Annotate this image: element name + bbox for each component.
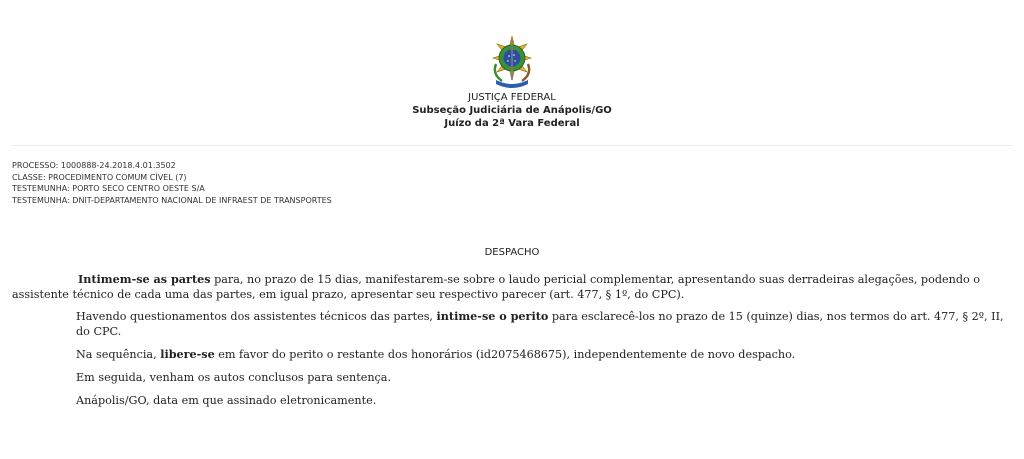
paragraph-3-pre: Na sequência, xyxy=(76,348,161,361)
paragraph-5: Anápolis/GO, data em que assinado eletronicamente. xyxy=(76,394,377,407)
header-divider xyxy=(12,145,1012,146)
paragraph-2-post: para esclarecê-los no prazo de 15 (quinze) dias, nos termos do art. 477, § 2º, II, do CPC. xyxy=(76,310,1004,338)
classe-label: CLASSE: xyxy=(12,172,46,182)
processo-value: 1000888-24.2018.4.01.3502 xyxy=(58,161,176,170)
case-metadata xyxy=(12,160,332,206)
testemunha-value: PORTO SECO CENTRO OESTE S/A xyxy=(69,184,205,193)
paragraph-3 xyxy=(12,347,1012,362)
classe-value: PROCEDIMENTO COMUM CÍVEL (7) xyxy=(45,172,187,182)
brazil-coat-of-arms-icon xyxy=(486,34,538,90)
court-name: JUSTIÇA FEDERAL xyxy=(468,92,556,103)
document-title: DESPACHO xyxy=(484,247,540,258)
paragraph-1-bold: Intimem-se as partes xyxy=(78,272,211,286)
paragraph-2-pre: Havendo questionamentos dos assistentes técnicos das partes, xyxy=(76,310,437,323)
paragraph-1 xyxy=(12,272,1012,302)
testemunha-value: DNIT-DEPARTAMENTO NACIONAL DE INFRAEST DE TRANSPORTES xyxy=(69,195,332,205)
paragraph-3-post: em favor do perito o restante dos honorários (id2075468675), independentemente de novo despacho. xyxy=(214,348,796,361)
processo-label: PROCESSO: xyxy=(12,161,59,170)
court-division: Juízo da 2ª Vara Federal xyxy=(444,118,580,129)
testemunha-row-2 xyxy=(12,195,332,207)
processo-row xyxy=(12,160,332,172)
paragraph-3-bold: libere-se xyxy=(160,347,215,361)
paragraph-4: Em seguida, venham os autos conclusos para sentença. xyxy=(76,371,392,384)
testemunha-label: TESTEMUNHA: xyxy=(12,195,70,205)
testemunha-label: TESTEMUNHA: xyxy=(12,184,70,193)
classe-row xyxy=(12,172,332,184)
paragraph-2 xyxy=(12,309,1012,339)
judiciary-section: Subseção Judiciária de Anápolis/GO xyxy=(412,105,612,116)
document-header xyxy=(0,34,1024,130)
testemunha-row-1 xyxy=(12,183,332,195)
document-body xyxy=(12,272,1012,408)
paragraph-1-text: para, no prazo de 15 dias, manifestarem-se sobre o laudo pericial complementar, apresentando suas derradeiras alegações, podendo o assistente técnico de cada uma das partes, em igual prazo, apresentar seu respectivo parecer (art. 477, § 1º, do CPC). xyxy=(12,273,981,301)
paragraph-2-bold: intime-se o perito xyxy=(436,309,549,323)
